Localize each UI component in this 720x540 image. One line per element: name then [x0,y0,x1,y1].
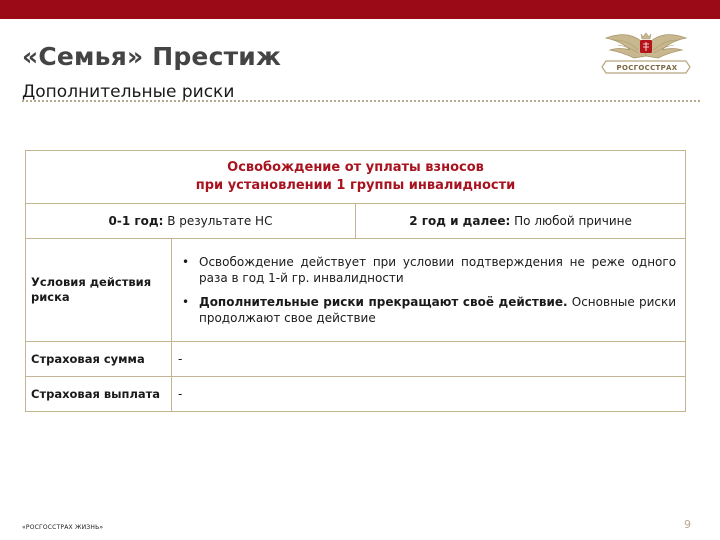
bullet-text: Освобождение действует при условии подтверждения не реже одного раза в год 1-й гр. инвалидности [199,255,677,285]
list-item [182,294,677,326]
sum-insured-value: - [172,342,686,377]
conditions-cell [172,239,686,342]
bullet-icon: • [182,295,190,309]
period-term: 2 год и далее: [409,214,511,228]
table-heading [26,151,686,204]
payout-value: - [172,377,686,412]
page-subtitle: Дополнительные риски [22,82,235,102]
bullet-text: Основные риски продолжают свое действие [199,295,677,325]
period-text: По любой причине [510,214,632,228]
list-item [182,254,677,286]
risk-table [25,150,686,412]
row-label-conditions: Условия действия риска [26,239,172,342]
conditions-list [173,254,684,326]
page-number: 9 [684,518,691,531]
period-first-year [26,204,356,239]
top-brand-bar [0,0,720,19]
page-title: «Семья» Престиж [22,42,282,71]
table-heading-line-2: при установлении 1 группы инвалидности [195,178,516,193]
title-divider [22,100,700,102]
bullet-icon: • [182,255,190,269]
footer-company: «РОСГОССТРАХ ЖИЗНЬ» [22,524,104,531]
bullet-bold-text: Дополнительные риски прекращают своё действие. [199,295,568,309]
logo-wordmark: РОСГОССТРАХ [616,64,678,72]
period-term: 0-1 год: [108,214,164,228]
row-label-payout: Страховая выплата [26,377,172,412]
table-heading-line-1: Освобождение от уплаты взносов [227,160,484,175]
row-label-sum-insured: Страховая сумма [26,342,172,377]
period-second-year-onward [356,204,686,239]
rosgosstrakh-logo [594,28,698,78]
period-text: В результате НС [163,214,273,228]
